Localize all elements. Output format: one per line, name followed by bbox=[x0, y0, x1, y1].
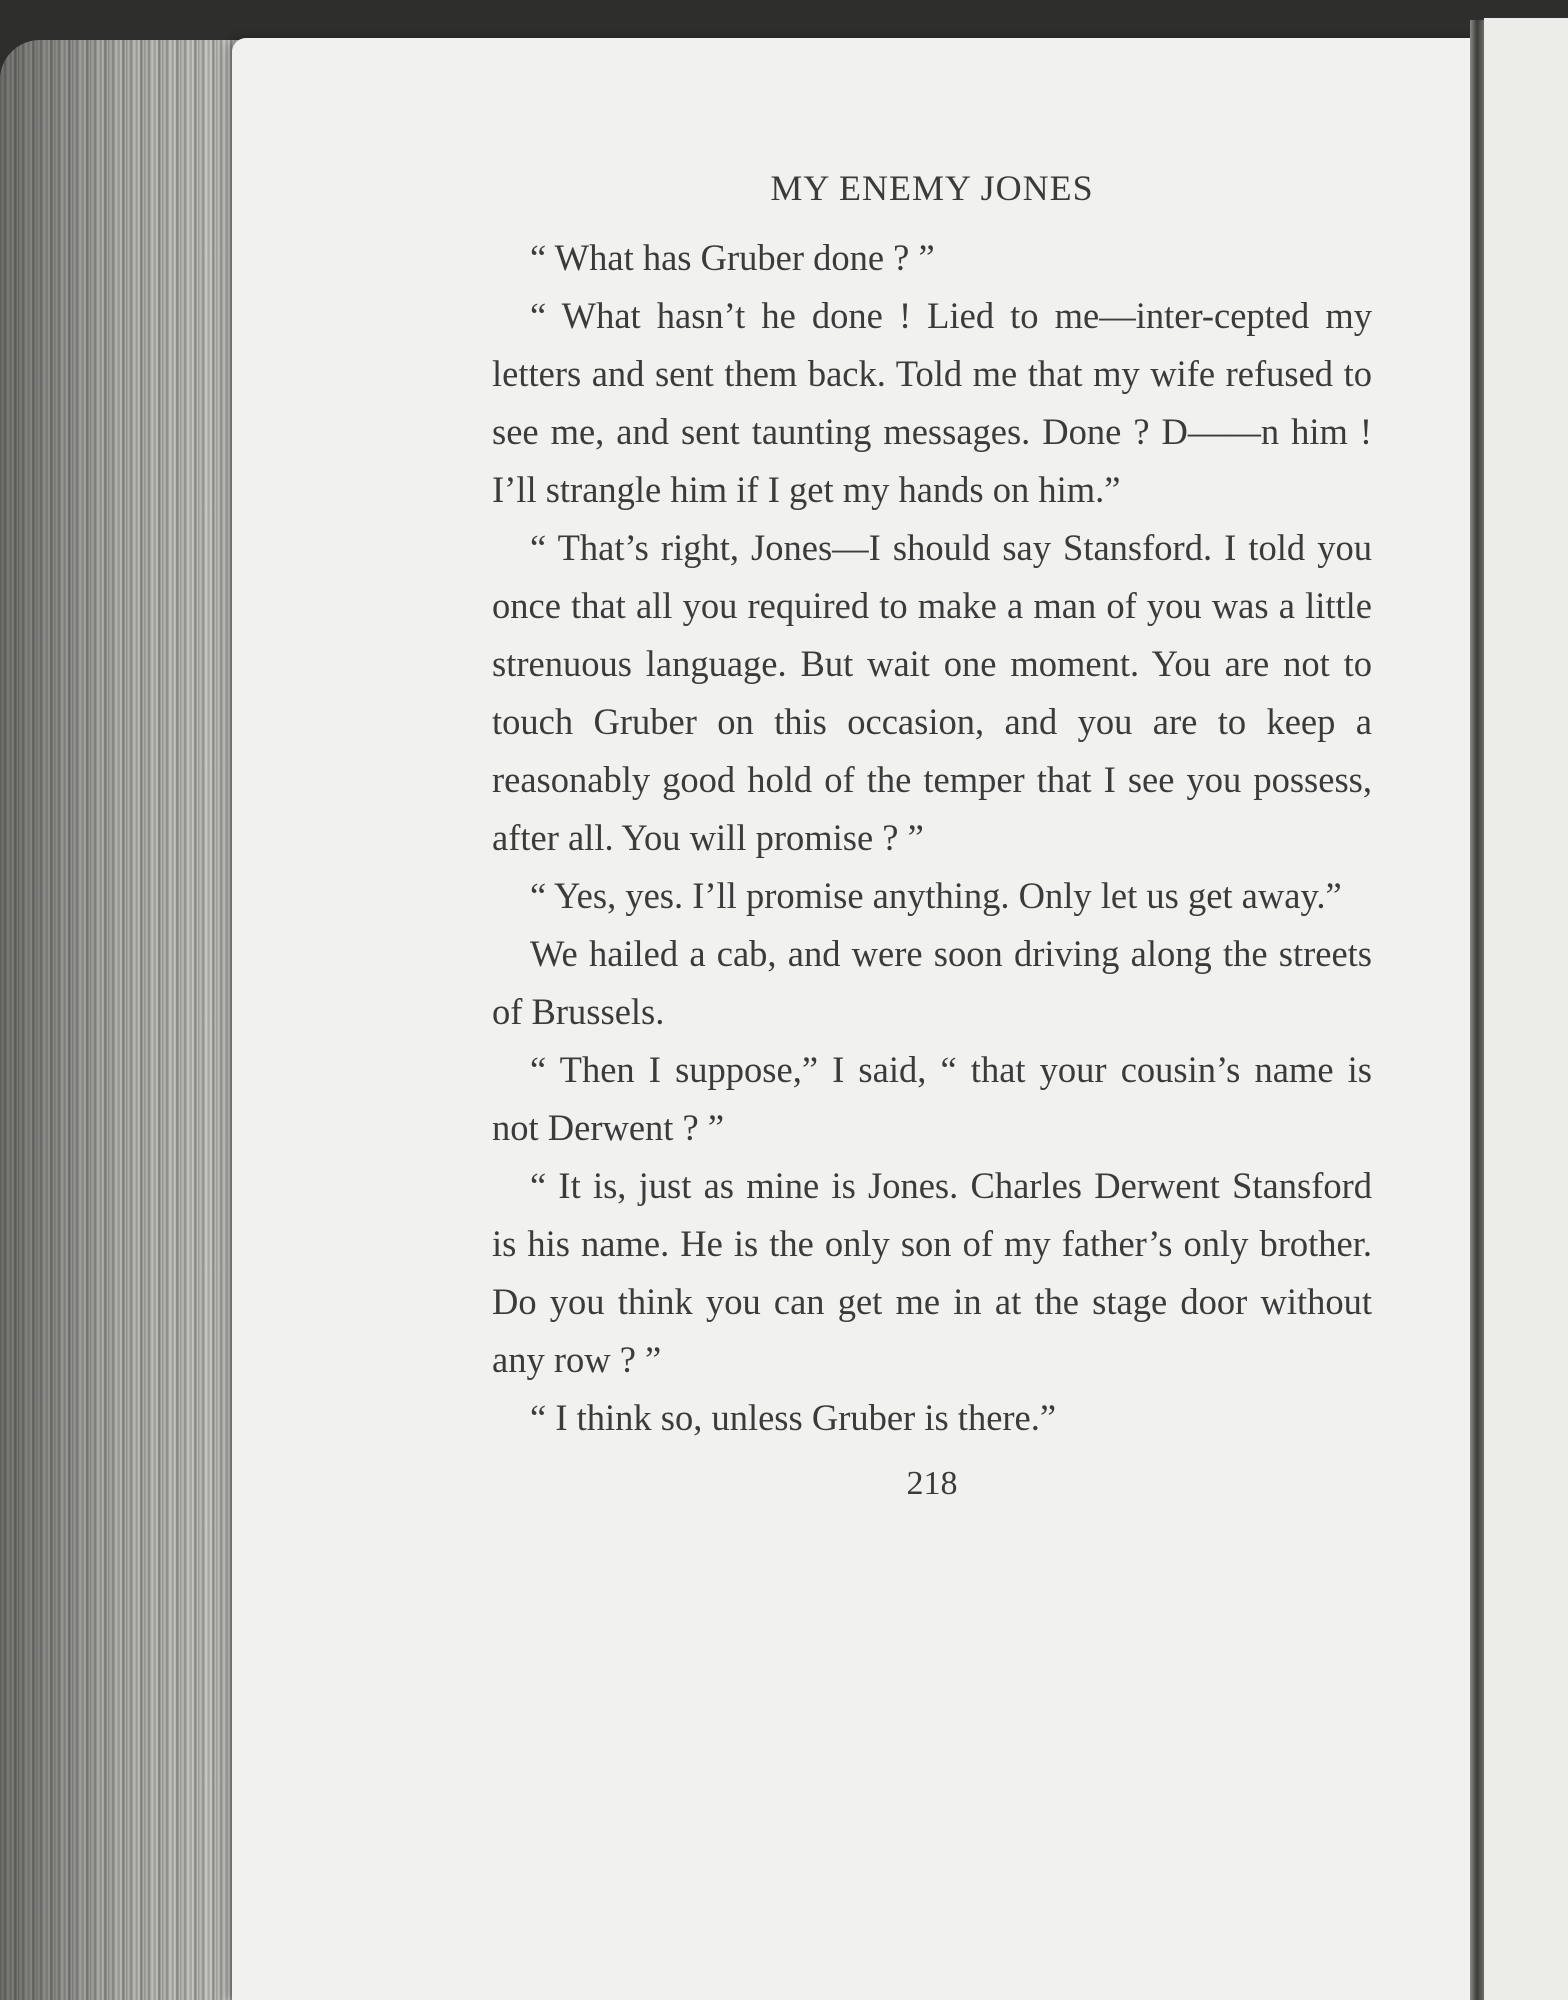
paragraph: “ What has Gruber done ? ” bbox=[530, 237, 935, 278]
paragraph: “ I think so, unless Gruber is there.” bbox=[530, 1397, 1057, 1438]
paragraph: We hailed a cab, and were soon driving along the streets of Brussels. bbox=[492, 933, 1372, 1032]
paragraph: “ That’s right, Jones—I should say Stansford. I told you once that all you required to make a man of you was a little strenuous language. But wait one moment. You are not to touch Gruber on this occasion, and you are to keep a reasonably good hold of the temper that I see you possess, after all. You will promise ? ” bbox=[492, 527, 1372, 858]
page-edges bbox=[0, 40, 270, 2000]
gutter-shadow bbox=[1470, 20, 1484, 2000]
next-page-edge bbox=[1484, 18, 1568, 2000]
paragraph: “ It is, just as mine is Jones. Charles Derwent Stansford is his name. He is the only son of my father’s only brother. Do you think you can get me in at the stage door without any row ? ” bbox=[492, 1165, 1372, 1380]
paragraph: “ Then I suppose,” I said, “ that your cousin’s name is not Derwent ? ” bbox=[492, 1049, 1372, 1148]
page-text bbox=[492, 165, 1372, 1513]
paragraph: “ What hasn’t he done ! Lied to me—inter-cepted my letters and sent them back. Told me that my wife refused to see me, and sent taunting messages. Done ? D——n him ! I’ll strangle him if I get my hands on him.” bbox=[492, 295, 1372, 510]
running-head: MY ENEMY JONES bbox=[770, 168, 1094, 208]
paragraph: “ Yes, yes. I’ll promise anything. Only let us get away.” bbox=[530, 875, 1342, 916]
page-number: 218 bbox=[906, 1465, 958, 1502]
